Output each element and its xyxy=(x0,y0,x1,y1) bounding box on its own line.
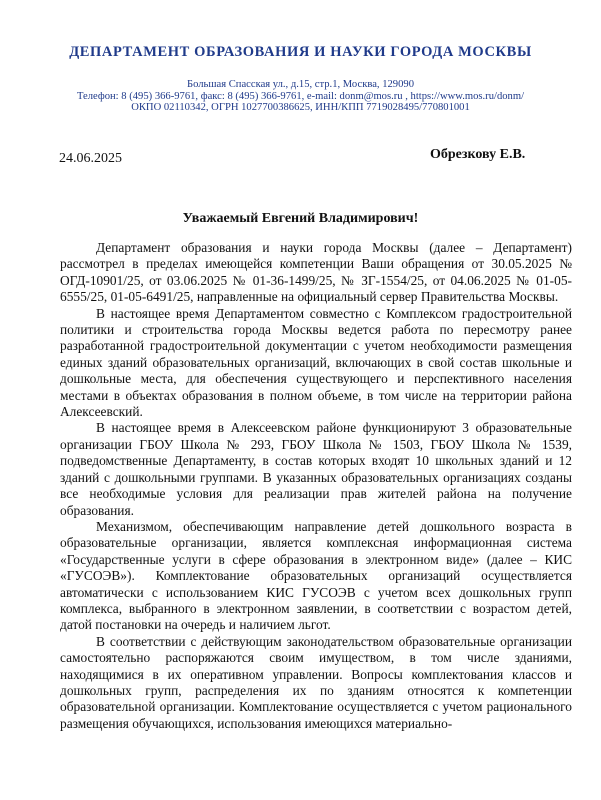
paragraph: В соответствии с действующим законодательством образовательные организации самостоятельно распоряжаются своим имуществом, в том числе зданиями, находящимися в их оперативном управлении. Вопросы комплектования классов и дошкольных групп, распределения их по зданиям относятся к компетенции образовательной организации. Комплектование осуществляется с учетом рационального размещения обучающихся, использования имеющихся материально- xyxy=(60,633,572,731)
department-contacts: Телефон: 8 (495) 366-9761, факс: 8 (495) 366-9761, e-mail: donm@mos.ru , https://www.mos.ru/donm/ xyxy=(76,91,525,102)
department-address: Большая Спасская ул., д.15, стр.1, Москва, 129090 xyxy=(187,79,414,90)
department-registry: ОКПО 02110342, ОГРН 1027700386625, ИНН/КПП 7719028495/770801001 xyxy=(131,102,470,113)
letter-greeting: Уважаемый Евгений Владимирович! xyxy=(182,211,419,226)
paragraph: В настоящее время в Алексеевском районе функционируют 3 образовательные организации ГБОУ Школа № 293, ГБОУ Школа № 1503, ГБОУ Школа № 1539, подведомственные Департаменту, в состав которых входят 10 школьных зданий и 12 зданий с дошкольными группами. В указанных образовательных организациях созданы все необходимые условия для реализации прав жителей района на получение образования. xyxy=(60,420,572,518)
paragraph: Департамент образования и науки города Москвы (далее – Департамент) рассмотрел в пределах имеющейся компетенции Ваши обращения от 30.05.2025 № ОГД-10901/25, от 03.06.2025 № 01-36-1499/25, № ЗГ-1554/25, от 04.06.2025 № 01-05-6555/25, 01-05-6491/25, направленные на официальный сервер Правительства Москвы. xyxy=(60,240,572,305)
paragraph: В настоящее время Департаментом совместно с Комплексом градостроительной политики и строительства города Москвы ведется работа по пересмотру ранее разработанной градостроительной документации с учетом необходимости размещения единых зданий образовательных организаций, включающих в свой состав школьные и дошкольные места, для обеспечения существующего и перспективного населения местами в объектах образования в полном объеме, в том числе на территории района Алексеевский. xyxy=(60,305,572,420)
paragraph: Механизмом, обеспечивающим направление детей дошкольного возраста в образовательные организации, является комплексная информационная система «Государственные услуги в сфере образования в электронном виде» (далее – КИС «ГУСОЭВ»). Комплектование образовательных организаций осуществляется автоматически с использованием КИС ГУСОЭВ с учетом всех дошкольных групп комплекса, выбранного в электронном заявлении, в соответствии с возрастом детей, датой постановки на очередь и наличием льгот. xyxy=(60,518,572,633)
letter-body xyxy=(60,240,572,732)
letter-recipient: Обрезкову Е.В. xyxy=(430,147,526,162)
department-title: ДЕПАРТАМЕНТ ОБРАЗОВАНИЯ И НАУКИ ГОРОДА МОСКВЫ xyxy=(69,44,532,60)
letter-date: 24.06.2025 xyxy=(59,151,122,166)
